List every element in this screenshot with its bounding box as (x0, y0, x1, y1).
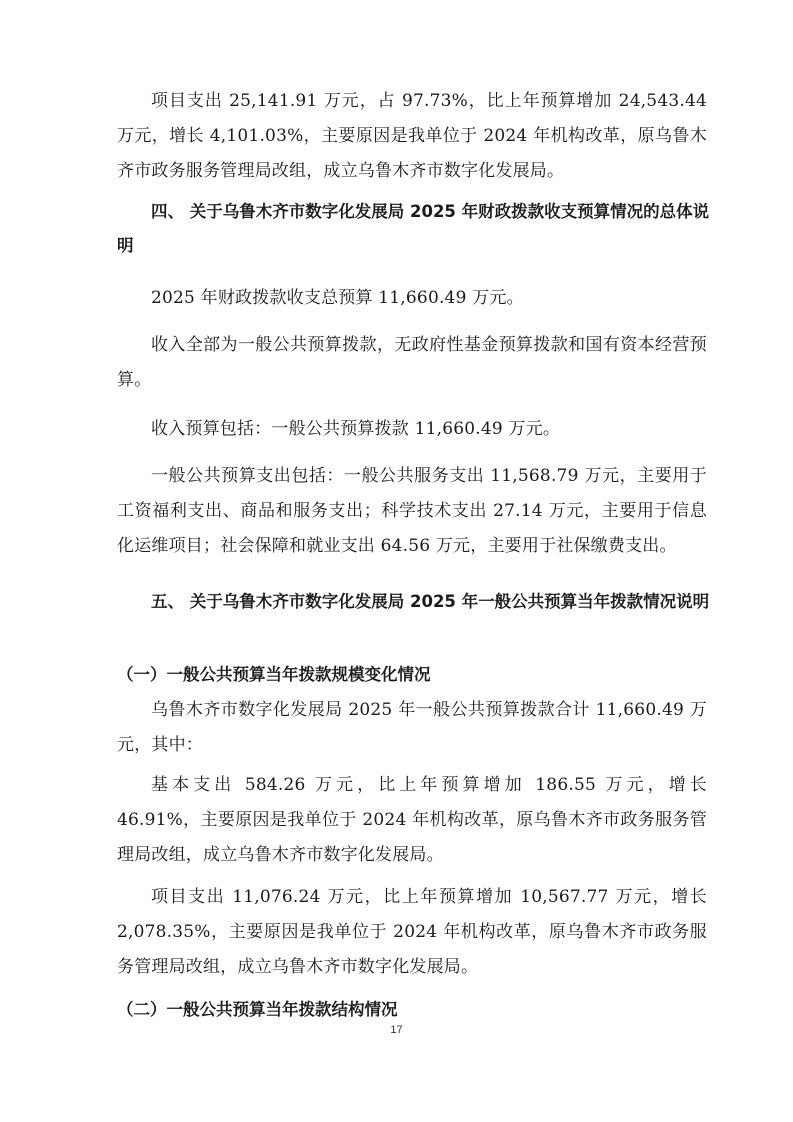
paragraph-income-sources: 收入全部为一般公共预算拨款，无政府性基金预算拨款和国有资本经营预算。 (117, 335, 707, 390)
paragraph-project-expenditure: 项目支出 11,076.24 万元，比上年预算增加 10,567.77 万元，增长 2,078.35%，主要原因是我单位于 2024 年机构改革，原乌鲁木齐市政务服务管理局改组，成立乌鲁木齐市数字化发展局。 (117, 887, 707, 977)
paragraph-project-expenditure-total: 项目支出 25,141.91 万元，占 97.73%，比上年预算增加 24,543.44 万元，增长 4,101.03%，主要原因是我单位于 2024 年机构改革，原乌鲁木齐市政务服务管理局改组，成立乌鲁木齐市数字化发展局。 (117, 91, 707, 181)
paragraph-basic-expenditure: 基本支出 584.26 万元，比上年预算增加 186.55 万元，增长 46.91%，主要原因是我单位于 2024 年机构改革，原乌鲁木齐市政务服务管理局改组，成立乌鲁木齐市数字化发展局。 (117, 775, 707, 865)
section-heading-5: 五、 关于乌鲁木齐市数字化发展局 2025 年一般公共预算当年拨款情况说明 (151, 592, 710, 611)
subheading-scale-change: （一）一般公共预算当年拨款规模变化情况 (117, 665, 431, 684)
section-heading-4: 四、 关于乌鲁木齐市数字化发展局 2025 年财政拨款收支预算情况的总体说明 (117, 202, 710, 255)
paragraph-appropriation-total: 乌鲁木齐市数字化发展局 2025 年一般公共预算拨款合计 11,660.49 万元，其中： (117, 700, 707, 755)
paragraph-expenditure-breakdown: 一般公共预算支出包括：一般公共服务支出 11,568.79 万元，主要用于工资福利支出、商品和服务支出；科学技术支出 27.14 万元，主要用于信息化运维项目；社会保障和就业支出 64.56 万元，主要用于社保缴费支出。 (117, 466, 707, 556)
subheading-structure: （二）一般公共预算当年拨款结构情况 (117, 1000, 398, 1019)
paragraph-total-budget: 2025 年财政拨款收支总预算 11,660.49 万元。 (151, 288, 524, 308)
paragraph-income-budget: 收入预算包括：一般公共预算拨款 11,660.49 万元。 (151, 419, 561, 439)
page-number: 17 (390, 1024, 403, 1036)
